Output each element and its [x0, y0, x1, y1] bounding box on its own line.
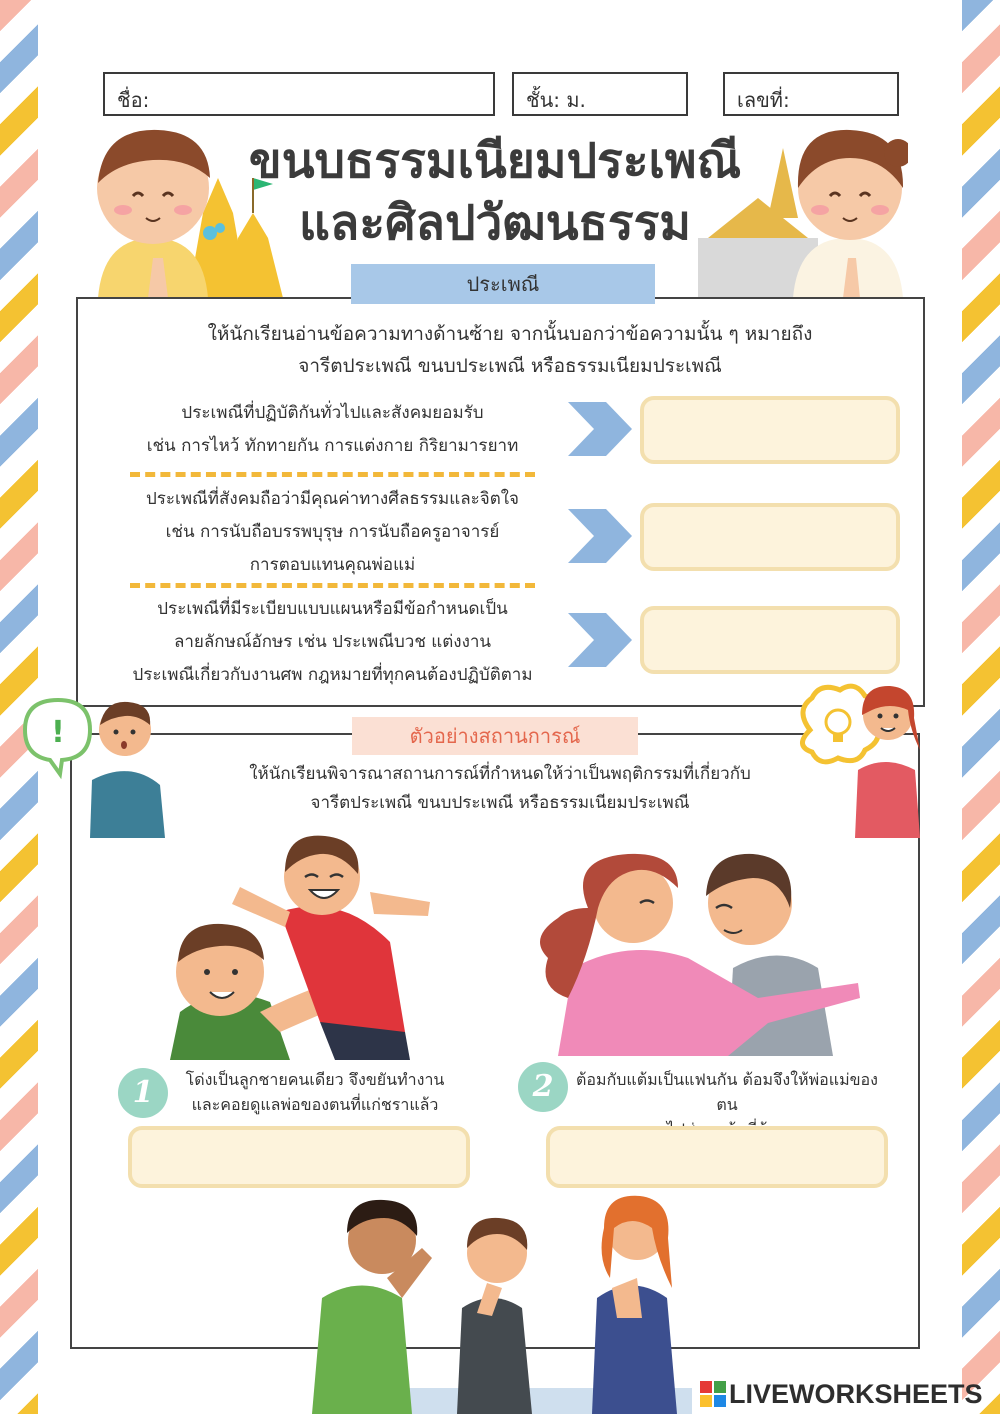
dashed-divider — [130, 472, 535, 477]
students-illustration — [292, 1188, 712, 1414]
definition-item-2 — [100, 483, 565, 582]
section2-ribbon — [352, 717, 638, 755]
section1-instruction — [130, 318, 890, 382]
definition-line: ประเพณีที่มีระเบียบแบบแผนหรือมีข้อกำหนดเป็น — [157, 599, 508, 619]
answer-box-2[interactable] — [640, 503, 900, 571]
definition-line: ประเพณีที่สังคมถือว่ามีคุณค่าทางศีลธรรมและจิตใจ — [145, 489, 520, 509]
section2-instruction — [180, 760, 820, 818]
definition-item-3 — [95, 593, 570, 692]
section1-instruction-line: จารีตประเพณี ขนบประเพณี หรือธรรมเนียมประเพณี — [298, 355, 722, 377]
class-field[interactable] — [512, 72, 688, 116]
couple-illustration — [528, 848, 860, 1056]
arrow-right-icon — [568, 402, 632, 456]
definition-line: เช่น การนับถือบรรพบุรุษ การนับถือครูอาจารย์ — [165, 522, 500, 542]
answer-box-1[interactable] — [640, 396, 900, 464]
man-exclamation-illustration — [20, 690, 170, 838]
definition-line: เช่น การไหว้ ทักทายกัน การแต่งกาย กิริยามารยาท — [146, 436, 519, 456]
number-label: เลขที่: — [737, 88, 790, 112]
arrow-right-icon — [568, 613, 632, 667]
definition-item-1 — [100, 397, 565, 463]
scenario-number-1: 1 — [118, 1068, 168, 1118]
right-striped-border — [962, 0, 1000, 1414]
definition-line: ลายลักษณ์อักษร เช่น ประเพณีบวช แต่งงาน — [173, 632, 492, 652]
section2-ribbon-label: ตัวอย่างสถานการณ์ — [409, 724, 581, 748]
liveworksheets-logo-text: LIVEWORKSHEETS — [729, 1378, 983, 1409]
scenario-answer-box-1[interactable] — [128, 1126, 470, 1188]
dashed-divider — [130, 583, 535, 588]
scenario-line: ต้อมกับแต้มเป็นแฟนกัน ต้อมจึงให้พ่อแม่ของตน — [576, 1070, 878, 1114]
scenario-answer-box-2[interactable] — [546, 1126, 888, 1188]
father-son-illustration — [160, 832, 440, 1060]
scenario-line: และคอยดูแลพ่อของตนที่แก่ชราแล้ว — [191, 1095, 439, 1114]
liveworksheets-logo — [700, 1378, 983, 1410]
name-label: ชื่อ: — [117, 88, 150, 112]
scenario-number-2: 2 — [518, 1062, 568, 1112]
section1-ribbon — [351, 264, 655, 304]
page-title — [215, 130, 775, 254]
section2-instruction-line: ให้นักเรียนพิจารณาสถานการณ์ที่กำหนดให้ว่าเป็นพฤติกรรมที่เกี่ยวกับ — [249, 764, 751, 784]
section2-instruction-line: จารีตประเพณี ขนบประเพณี หรือธรรมเนียมประเพณี — [310, 793, 690, 813]
title-line-1: ขนบธรรมเนียมประเพณี — [248, 133, 742, 189]
answer-box-3[interactable] — [640, 606, 900, 674]
definition-line: ประเพณีเกี่ยวกับงานศพ กฎหมายที่ทุกคนต้องปฏิบัติตาม — [132, 665, 533, 685]
liveworksheets-logo-icon — [700, 1381, 726, 1407]
svg-text:!: ! — [51, 715, 65, 750]
class-label: ชั้น: ม. — [526, 88, 586, 112]
section1-instruction-line: ให้นักเรียนอ่านข้อความทางด้านซ้าย จากนั้นบอกว่าข้อความนั้น ๆ หมายถึง — [207, 323, 813, 345]
arrow-right-icon — [568, 509, 632, 563]
title-line-2: และศิลปวัฒนธรรม — [298, 195, 692, 251]
definition-line: การตอบแทนคุณพ่อแม่ — [249, 555, 416, 575]
scenario-text-1 — [170, 1067, 460, 1117]
name-field[interactable] — [103, 72, 495, 116]
definition-line: ประเพณีที่ปฏิบัติกันทั่วไปและสังคมยอมรับ — [181, 403, 484, 423]
section1-ribbon-label: ประเพณี — [466, 272, 540, 296]
number-field[interactable] — [723, 72, 899, 116]
scenario-line: โด่งเป็นลูกชายคนเดียว จึงขยันทำงาน — [185, 1070, 445, 1089]
